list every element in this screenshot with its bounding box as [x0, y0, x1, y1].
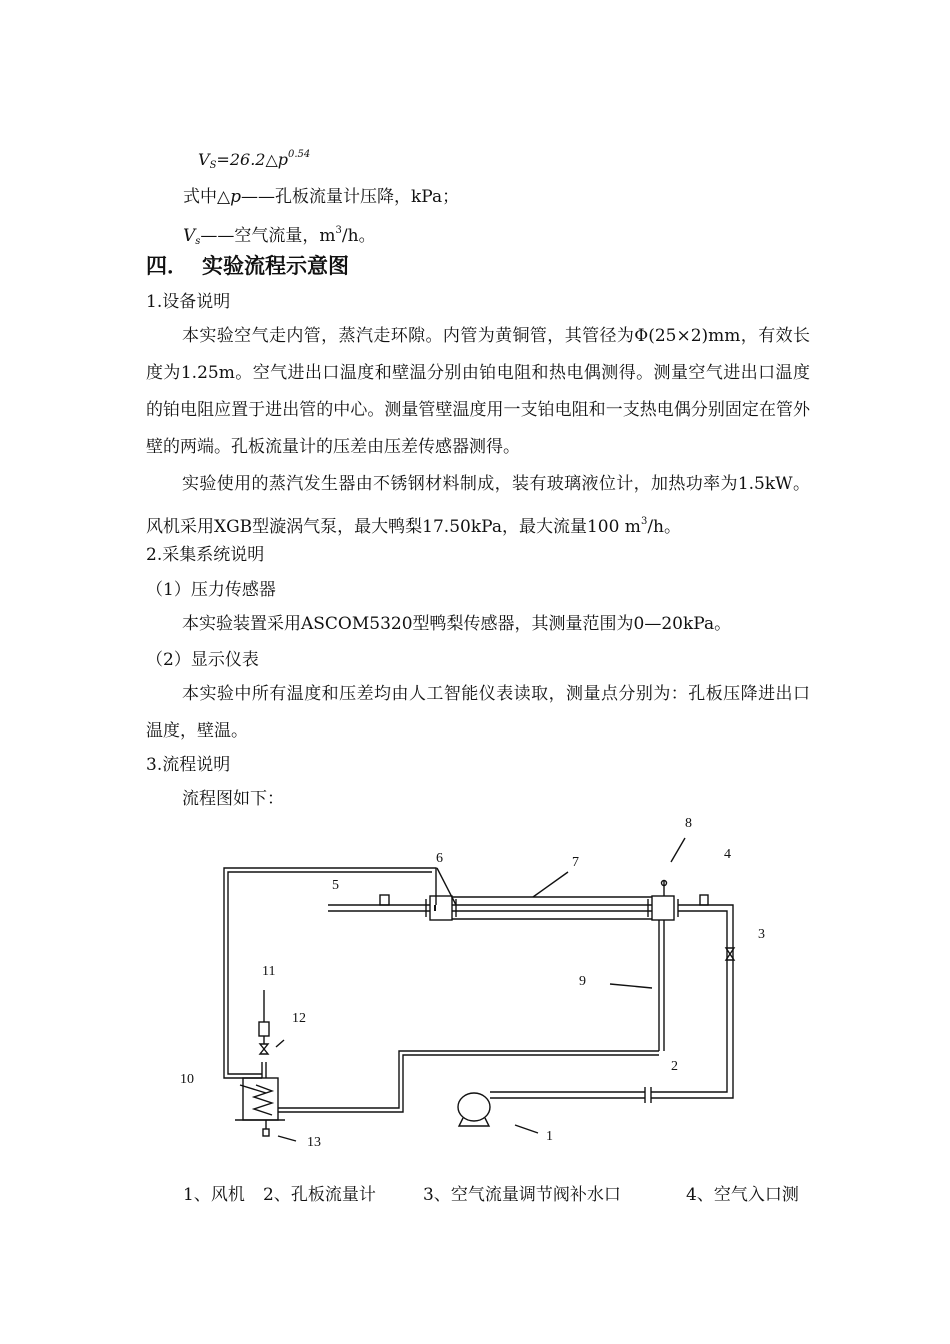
formula-lhs-sub: S [209, 160, 217, 171]
where-prefix: 式中△ [183, 187, 231, 207]
paragraph-equipment: 本实验空气走内管，蒸汽走环隙。内管为黄铜管，其管径为Φ(25×2)mm，有效长度为1.25m。空气进出口温度和壁温分别由铂电阻和热电偶测得。测量空气进出口温度的铂电阻应置于进出管的中心。测量管壁温度用一支铂电阻和一支热电偶分别固定在管外壁的两端。孔板流量计的压差由压差传感器测得。 [146, 326, 810, 457]
paragraph-pressure-sensor: 本实验装置采用ASCOM5320型鸭梨传感器，其测量范围为0—20kPa。 [182, 614, 732, 634]
subsection-3-title: 3.流程说明 [146, 755, 231, 775]
section-number: 四． [146, 254, 188, 278]
vs-sub: s [195, 236, 201, 247]
diagram-label-6: 6 [436, 851, 443, 866]
paragraph-display: 本实验中所有温度和压差均由人工智能仪表读取，测量点分别为：孔板压降进出口温度，壁温。 [146, 684, 810, 741]
vs-symbol: V [183, 226, 196, 246]
caption-orifice: 2、孔板流量计 [263, 1185, 376, 1205]
diagram-label-13: 13 [307, 1135, 321, 1150]
where-text: ——孔板流量计压降，kPa； [240, 187, 460, 207]
diagram-label-1: 1 [546, 1129, 553, 1144]
para2-sup: 3 [640, 516, 648, 527]
item-2-title: （2）显示仪表 [146, 650, 259, 670]
para2-tail: /h。 [647, 517, 681, 537]
paragraph-flowchart-intro: 流程图如下： [182, 789, 284, 809]
diagram-label-12: 12 [292, 1011, 306, 1026]
caption-fan: 1、风机 [183, 1185, 245, 1205]
diagram-label-10: 10 [180, 1072, 194, 1087]
vs-text: ——空气流量，m [200, 226, 336, 246]
diagram-label-3: 3 [758, 927, 765, 942]
diagram-label-7: 7 [572, 855, 579, 870]
section-title: 实验流程示意图 [202, 254, 349, 278]
item-1-title: （1）压力传感器 [146, 580, 276, 600]
caption-inlet: 4、空气入口测 [686, 1185, 799, 1205]
formula-exponent: 0.54 [288, 149, 311, 160]
diagram-label-2: 2 [671, 1059, 678, 1074]
diagram-label-4: 4 [724, 847, 731, 862]
subsection-1-title: 1.设备说明 [146, 292, 231, 312]
caption-valve: 3、空气流量调节阀补水口 [423, 1185, 621, 1205]
where-symbol: p [230, 187, 241, 207]
vs-tail: /h。 [341, 226, 376, 246]
vs-sup: 3 [335, 225, 342, 236]
subsection-2-title: 2.采集系统说明 [146, 545, 265, 565]
para2-text: 实验使用的蒸汽发生器由不锈钢材料制成，装有玻璃液位计，加热功率为1.5kW。风机采用XGB型漩涡气泵，最大鸭梨17.50kPa，最大流量100 m [146, 474, 810, 537]
diagram-label-11: 11 [262, 964, 276, 979]
formula-rhs: =26.2△p [216, 150, 288, 169]
diagram-label-8: 8 [685, 816, 692, 831]
formula-lhs: V [198, 150, 210, 169]
diagram-label-5: 5 [332, 878, 339, 893]
diagram-label-9: 9 [579, 974, 586, 989]
